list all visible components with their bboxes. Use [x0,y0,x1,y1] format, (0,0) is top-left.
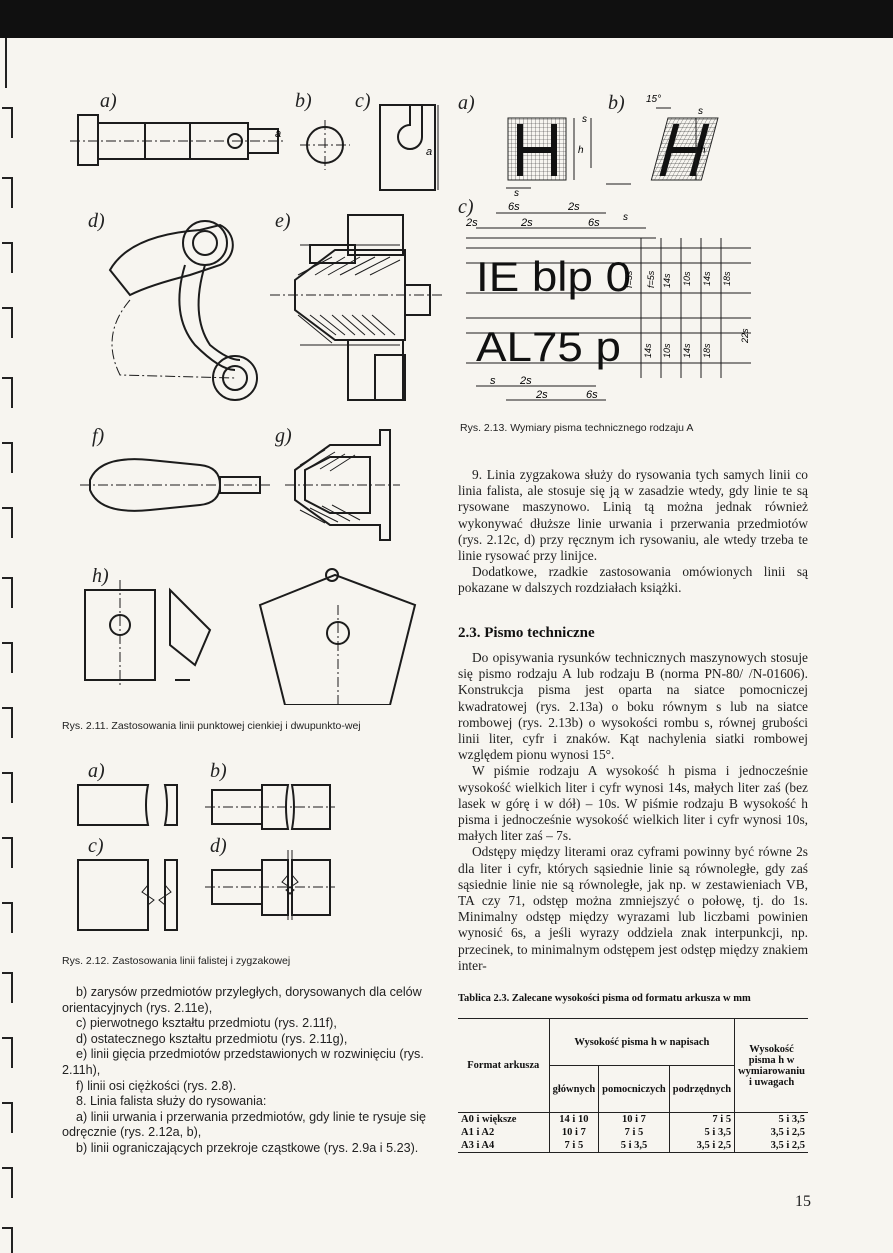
fig212-label-b: b) [210,760,227,782]
right-column-top [458,467,808,597]
cell-format: A1 i A2 [458,1126,549,1139]
fig213-dim-s3: s [514,188,519,199]
list-item-8b: b) linii ograniczających przekroje cząstkowe (rys. 2.9a i 5.23). [76,1140,419,1155]
cell-main: 10 i 7 [549,1126,599,1139]
fig213-dim-2s-a: 2s [568,201,580,213]
fig212-caption: Rys. 2.12. Zastosowania linii falistej i zygzakowej [62,955,291,967]
fig211-label-h: h) [92,565,109,587]
fig213-dim-2s-c: 2s [521,217,533,229]
fig213-dim-14s-d: 14s [682,343,692,358]
table-row [458,1139,808,1153]
th-sub: podrzędnych [669,1066,734,1113]
fig213-drawing [456,88,756,418]
fig211-label-e: e) [275,210,291,232]
table-title: Tablica 2.3. Zalecane wysokości pisma od formatu arkusza w mm [458,993,751,1004]
fig213-dim-s5: s [490,375,496,387]
cell-sub: 7 i 5 [669,1113,734,1127]
cell-grid: 5 i 3,5 [735,1113,808,1127]
fig213-dim-15: 15° [646,94,662,105]
fig211-label-f: f) [92,425,105,447]
figure-2-13 [456,88,756,418]
fig213-dim-s2: s [698,106,703,117]
fig213-sample-2: AL75 p [476,323,621,370]
fig213-dim-s4: s [623,212,628,223]
fig213-dim-14s-c: 14s [643,343,653,358]
th-group: Wysokość pisma h w napisach [549,1019,735,1066]
list-item-c: c) pierwotnego kształtu przedmiotu (rys. 2.11f), [76,1016,337,1031]
binding-marks [0,38,22,1253]
th-aux: pomocniczych [599,1066,670,1113]
list-item-e: e) linii gięcia przedmiotów przedstawionych w rozwinięciu (rys. 2.11h), [62,1047,424,1077]
left-column-list [62,985,432,1157]
right-column-section [458,650,808,974]
fig213-label-a: a) [458,92,475,114]
page-number: 15 [795,1193,811,1210]
fig211-label-g: g) [275,425,292,447]
table-row [458,1126,808,1139]
th-grid: Wysokość pisma h w wymiarowaniu i uwagach [735,1019,808,1113]
cell-sub: 3,5 i 2,5 [669,1139,734,1153]
fig213-dim-18s-b: 18s [702,343,712,358]
list-item-d: d) ostatecznego kształtu przedmiotu (rys. 2.11g), [76,1031,348,1046]
fig213-label-c: c) [458,196,474,218]
fig213-dim-f5a: f=5s [624,270,634,288]
paragraph-pismo-b: W piśmie rodzaju A wysokość h pisma i jednocześnie wysokość wielkich liter i cyfr wynosi 14s, małych liter zaś (bez lasek w górę i w dół) – 10s. W piśmie rodzaju B wysokość h pisma i jednocześnie wysokość wielkich liter i cyfr wynosi 10s, małych liter zaś – 7s. [458,763,808,844]
fig213-dim-h1: h [578,145,584,156]
cell-grid: 3,5 i 2,5 [735,1126,808,1139]
cell-main: 7 i 5 [549,1139,599,1153]
paragraph-odstepy: Odstępy między literami oraz cyframi powinny być równe 2s dla liter i cyfr, których sąsiednie linie są równoległe, gdy zaś sąsiednie linie nie są równoległe, jak np. w zestawieniach VB, TA czy 71, odstęp można zmniejszyć o połowę, tj. do 1s. Minimalny odstęp między wyrazami lub liczbami powinien wynosić 6s, a jeśli wyrazy oddziela znak interpunkcji, np. przecinek, to minimalnym odstępem jest odstęp między znakiem inter- [458,844,808,973]
fig213-sample-1: IE blp 0 [476,253,631,300]
fig213-dim-6s-a: 6s [508,201,520,213]
figure-2-12 [70,755,370,950]
fig213-dim-6s-c: 6s [586,389,598,401]
fig213-dim-10s-a: 10s [682,271,692,286]
fig213-dim-14s-a: 14s [662,273,672,288]
fig213-dim-h2: h [700,145,706,156]
fig211-label-a: a) [100,90,117,112]
cell-format: A0 i większe [458,1113,549,1127]
fig213-dim-f5b: f=5s [646,270,656,288]
fig211-small-a1: a [275,128,282,140]
paragraph-9: 9. Linia zygzakowa służy do rysowania tych samych linii co linia falista, ale stosuje się ją w zasadzie wtedy, gdy linie te są rysowane maszynowo. Linią tą można jednak również wykonywać dłuższe linie urwania i przerwania przedmiotów (rys. 2.12c, d) przy ręcznym ich rysowaniu, ale wtedy trzeba te linie rysować przy linijce. [458,467,808,564]
fig213-dim-14s-b: 14s [702,271,712,286]
section-heading: 2.3. Pismo techniczne [458,625,595,641]
paragraph-additional: Dodatkowe, rzadkie zastosowania omówionych linii są pokazane w dalszych rozdziałach książki. [458,564,808,596]
fig213-dim-s1: s [582,114,587,125]
list-item-8a: a) linii urwania i przerwania przedmiotów, gdy linie te rysuje się odręcznie (rys. 2.12a, b), [62,1109,426,1140]
fig211-label-c: c) [355,90,371,112]
fig213-dim-6s-b: 6s [588,217,600,229]
fig213-caption: Rys. 2.13. Wymiary pisma technicznego rodzaju A [460,422,694,434]
fig212-label-c: c) [88,835,104,857]
figure-2-11 [70,85,450,705]
cell-grid: 3,5 i 2,5 [735,1139,808,1153]
fig212-label-a: a) [88,760,105,782]
fig211-label-b: b) [295,90,312,112]
list-item-b: b) zarysów przedmiotów przyległych, dorysowanych dla celów orientacyjnych (rys. 2.11e), [62,985,422,1015]
table-row [458,1113,808,1127]
fig213-dim-22s: 22s [740,328,750,343]
fig211-drawing [70,85,450,705]
fig213-dim-18s-a: 18s [722,271,732,286]
paragraph-pismo-a: Do opisywania rysunków technicznych maszynowych stosuje się pismo rodzaju A lub rodzaju B (norma PN-80/ /N-01606). Konstrukcja pisma jest oparta na siatce pomocniczej kwadratowej (rys. 2.13a) o boku równym s lub na siatce rombowej (rys. 2.13b) o wysokości rombu s, równej grubości linii liter, cyfr i znaków. Kąt nachylenia siatki rombowej względem pionu wynosi 15°. [458,650,808,763]
fig212-label-d: d) [210,835,227,857]
fig213-dim-2s-b: 2s [466,217,478,229]
cell-main: 14 i 10 [549,1113,599,1127]
cell-aux: 10 i 7 [599,1113,670,1127]
fig213-dim-2s-e: 2s [536,389,548,401]
list-item-8: 8. Linia falista służy do rysowania: [76,1094,267,1109]
cell-format: A3 i A4 [458,1139,549,1153]
fig211-label-d: d) [88,210,105,232]
list-item-f: f) linii osi ciężkości (rys. 2.8). [76,1078,237,1093]
fig213-dim-2s-d: 2s [520,375,532,387]
fig213-label-b: b) [608,92,625,114]
cell-aux: 7 i 5 [599,1126,670,1139]
cell-sub: 5 i 3,5 [669,1126,734,1139]
fig211-small-a2: a [426,146,433,158]
th-main: głównych [549,1066,599,1113]
fig213-dim-10s-b: 10s [662,343,672,358]
scan-top-bar [0,0,893,38]
fig212-drawing [70,755,370,950]
cell-aux: 5 i 3,5 [599,1139,670,1153]
font-height-table [458,1018,808,1153]
fig211-caption: Rys. 2.11. Zastosowania linii punktowej cienkiej i dwupunkto-wej [62,720,361,732]
th-format: Format arkusza [458,1019,549,1113]
